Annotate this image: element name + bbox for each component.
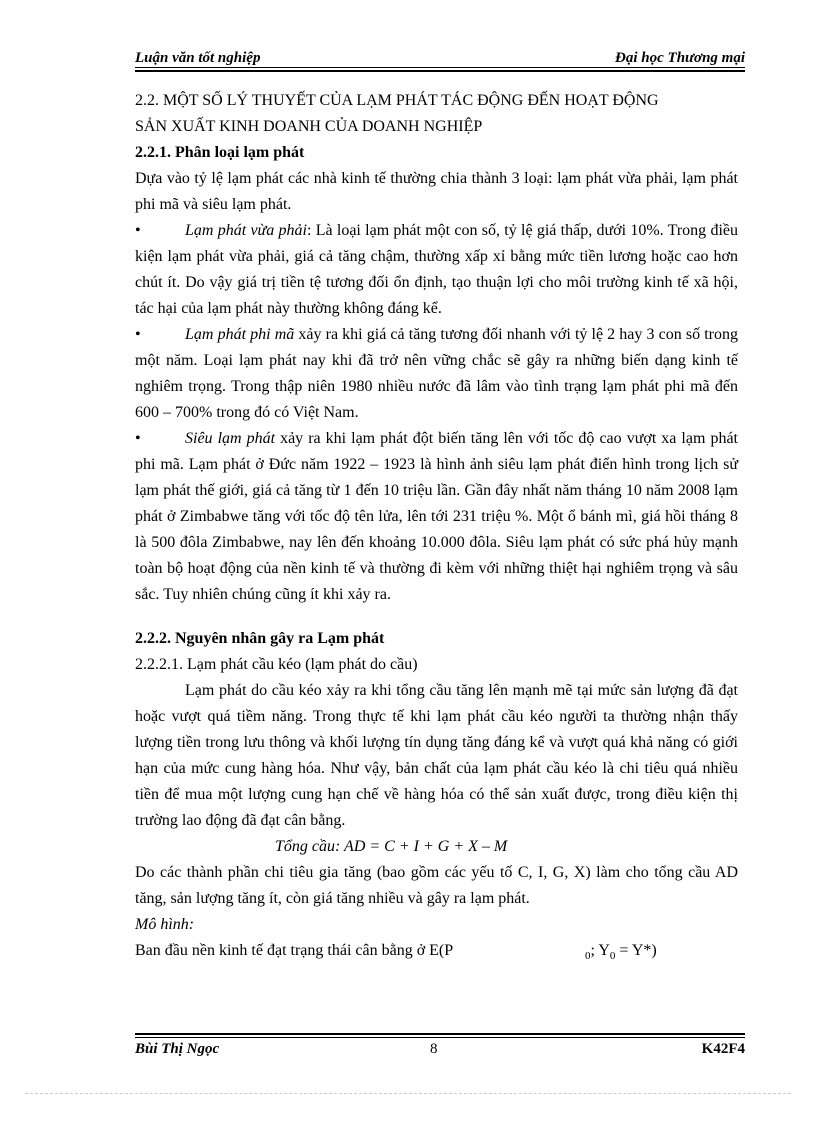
section-title <box>135 88 738 140</box>
demand-effect-paragraph: Do các thành phần chi tiêu gia tăng (bao gồm các yếu tố C, I, G, X) làm cho tổng cầu AD tăng, sản lượng tăng ít, còn giá tăng nhiều và gây ra lạm phát. <box>135 864 738 907</box>
bullet-icon: • <box>135 430 141 447</box>
heading-2-2-2-1: 2.2.2.1. Lạm phát cầu kéo (lạm phát do cầu) <box>135 656 418 673</box>
page-edge <box>25 1093 791 1094</box>
footer-author: Bùi Thị Ngọc <box>135 1041 220 1057</box>
equilibrium-point: $_0$; $Y_0 = Y*$) <box>585 942 657 963</box>
model-label: Mô hình: <box>135 916 195 933</box>
bullet-icon: • <box>135 222 141 239</box>
aggregate-demand-formula: Tổng cầu: AD = C + I + G + X – M <box>275 838 508 855</box>
bullet-item-moderate: • Lạm phát vừa phải: Là loại lạm phát một con số, tỷ lệ giá thấp, dưới 10%. Trong điều kiện lạm phát vừa phải, giá cả tăng chậm, thường xấp xỉ bằng mức tiền lương hoặc cao hơn chút ít. Do vậy giá trị tiền tệ tương đối ổn định, tạo thuận lợi cho môi trường kinh tế xã hội, tác hại của lạm phát này thường không đáng kể. <box>135 218 738 322</box>
section-title-line2: SẢN XUẤT KINH DOANH CỦA DOANH NGHIỆP <box>135 118 483 135</box>
footer-class: K42F4 <box>701 1041 745 1057</box>
bullet-item-galloping <box>135 322 738 426</box>
term: Lạm phát vừa phải <box>185 222 307 239</box>
header-rule-thick <box>135 70 745 72</box>
model-line: Ban đầu nền kinh tế đạt trạng thái cân bằng ở E(P $_0$; $Y_0 = Y*$) <box>135 938 738 964</box>
section-title-line1: 2.2. MỘT SỐ LÝ THUYẾT CỦA LẠM PHÁT TÁC ĐỘNG ĐẾN HOẠT ĐỘNG <box>135 92 659 109</box>
bullet-icon: • <box>135 326 141 343</box>
term: Siêu lạm phát <box>185 430 276 447</box>
footer-rule <box>135 1037 745 1038</box>
header-left: Luận văn tốt nghiệp <box>135 50 261 66</box>
header-right: Đại học Thương mại <box>615 50 745 66</box>
heading-2-2-1: 2.2.1. Phân loại lạm phát <box>135 144 305 161</box>
heading-2-2-2: 2.2.2. Nguyên nhân gây ra Lạm phát <box>135 630 385 647</box>
page-body <box>135 88 738 964</box>
page-footer <box>135 1041 745 1061</box>
demand-pull-paragraph: Lạm phát do cầu kéo xảy ra khi tổng cầu tăng lên mạnh mẽ tại mức sản lượng đã đạt hoặc vượt quá tiềm năng. Trong thực tế khi lạm phát cầu kéo người ta thường nhận thấy lượng tiền trong lưu thông và khối lượng tín dụng tăng đáng kể và vượt quá khả năng có giới hạn của mức cung hàng hóa. Như vậy, bản chất của lạm phát cầu kéo là chi tiêu quá nhiều tiền để mua một lượng cung hạn chế về hàng hóa có thể sản xuất được, trong điều kiện thị trường lao động đã đạt cân bằng. <box>135 682 738 829</box>
intro-paragraph: Dựa vào tỷ lệ lạm phát các nhà kinh tế thường chia thành 3 loại: lạm phát vừa phải, lạm phát phi mã và siêu lạm phát. <box>135 170 738 213</box>
bullet-item-hyper <box>135 426 738 608</box>
item-text: xảy ra khi giá cả tăng tương đối nhanh với tỷ lệ 2 hay 3 con số trong một năm. Loại lạm phát nay khi đã trở nên vững chắc sẽ gây ra những biến dạng kinh tế nghiêm trọng. Trong thập niên 1980 nhiều nước đã lâm vào tình trạng lạm phát phi mã đến 600 – 700% trong đó có Việt Nam. <box>135 326 739 421</box>
item-text: xảy ra khi lạm phát đột biến tăng lên với tốc độ cao vượt xa lạm phát phi mã. Lạm phát ở Đức năm 1922 – 1923 là hình ảnh siêu lạm phát điển hình trong lịch sử lạm phát thế giới, giá cả tăng từ 1 đến 10 triệu lần. Gần đây nhất năm tháng 10 năm 2008 lạm phát ở Zimbabwe tăng với tốc độ tên lửa, lên tới 231 triệu %. Một ổ bánh mì, giá hồi tháng 8 là 500 đôla Zimbabwe, nay lên đến khoảng 10.000 đôla. Siêu lạm phát có sức phá hủy mạnh toàn bộ hoạt động của nền kinh tế và thường đi kèm với những thiệt hại nghiêm trọng và sâu sắc. Tuy nhiên chúng cũng ít khi xảy ra. <box>135 430 738 603</box>
header-rule <box>135 67 745 68</box>
term: Lạm phát phi mã <box>185 326 295 343</box>
footer-rule-thick <box>135 1033 745 1035</box>
page-number: 8 <box>430 1041 438 1057</box>
item-text: Là loại lạm phát một con số, tỷ lệ giá thấp, dưới 10%. Trong điều kiện lạm phát vừa phải, giá cả tăng chậm, thường xấp xỉ bằng mức tiền lương hoặc cao hơn chút ít. Do vậy giá trị tiền tệ tương đối ổn định, tạo thuận lợi cho môi trường kinh tế xã hội, tác hại của lạm phát này thường không đáng kể. <box>135 222 739 317</box>
